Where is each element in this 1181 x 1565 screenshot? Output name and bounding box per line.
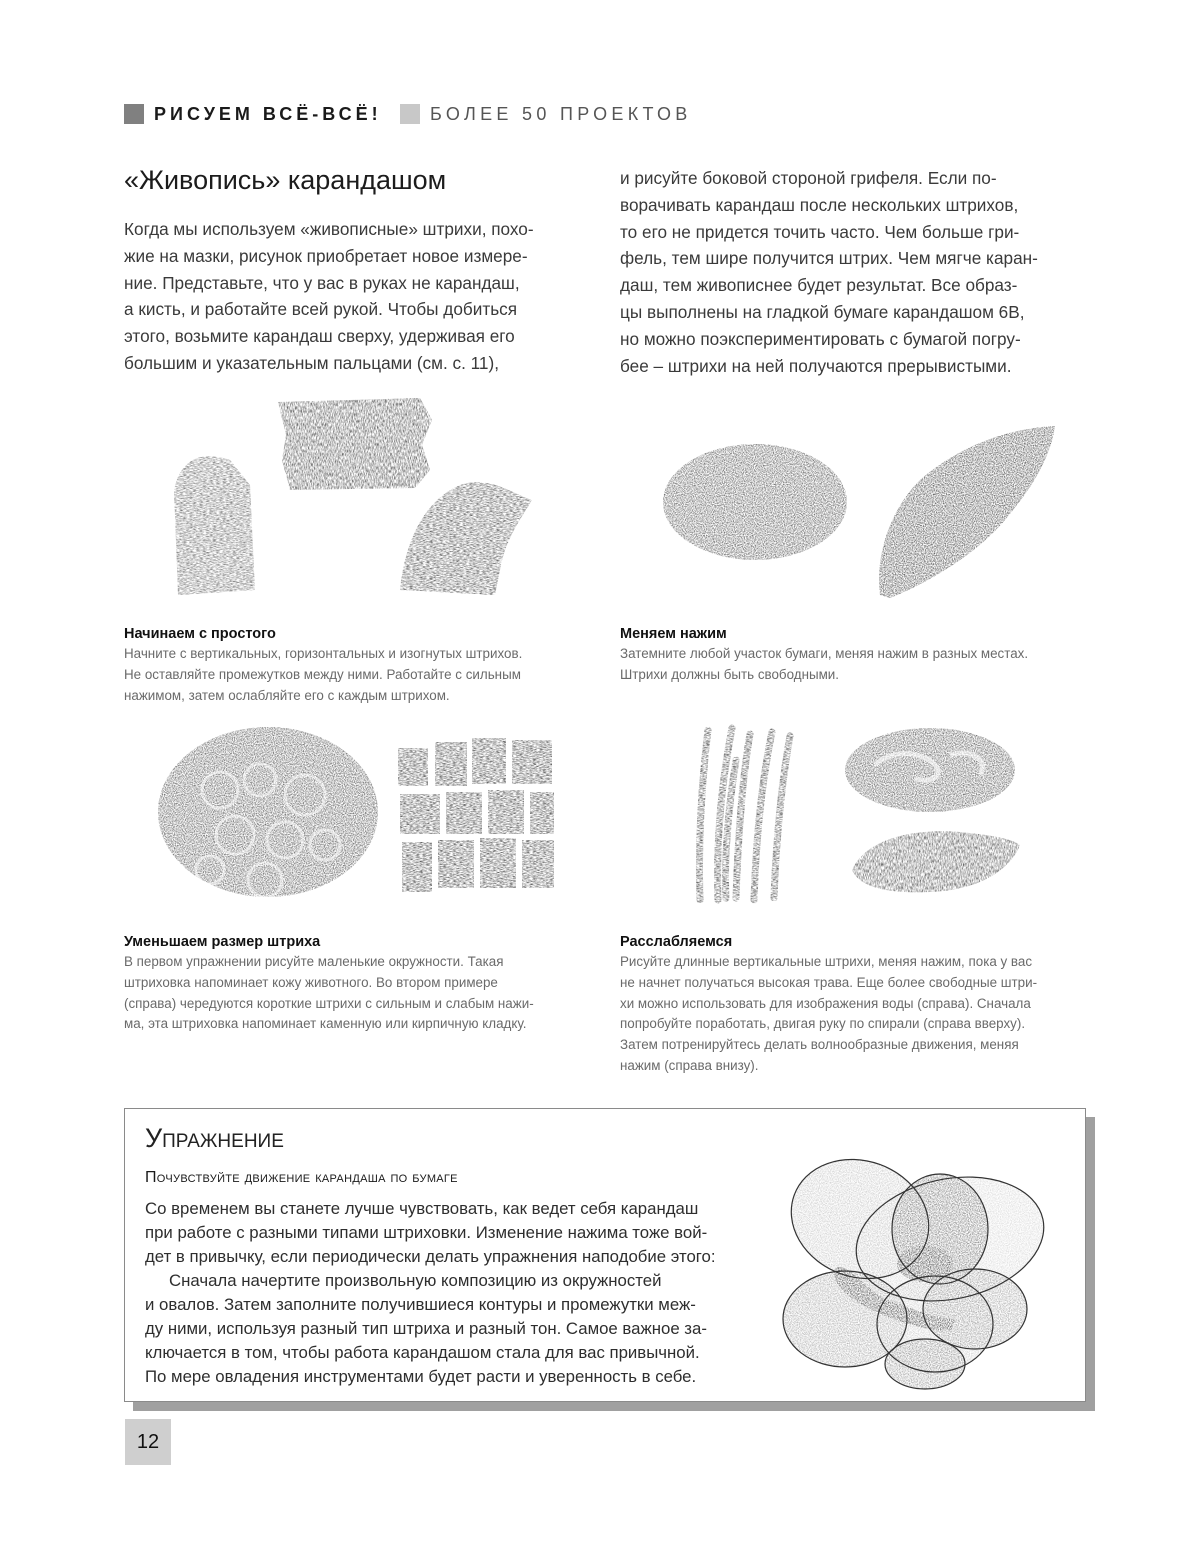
- caption-line: Рисуйте длинные вертикальные штрихи, меняя нажим, пока у вас: [620, 954, 1033, 969]
- caption-pressure: [620, 626, 1086, 686]
- article-line: ворачивать карандаш после нескольких штрихов,: [620, 194, 1019, 215]
- exercise-line: Сначала начертите произвольную композицию из окружностей: [169, 1271, 662, 1290]
- caption-line: ма, эта штриховка напоминает каменную или кирпичную кладку.: [124, 1016, 527, 1032]
- article-col2: [620, 165, 1086, 379]
- exercise-line: Со временем вы станете лучше чувствовать, как ведет себя карандаш: [145, 1199, 699, 1218]
- article-line: а кисть, и работайте всей рукой. Чтобы добиться: [124, 299, 518, 320]
- caption-heading: Расслабляемся: [620, 934, 733, 950]
- caption-line: Начните с вертикальных, горизонтальных и изогнутых штрихов.: [124, 646, 523, 661]
- caption-line: попробуйте поработать, двигая руку по спирали (справа вверху).: [620, 1016, 1026, 1032]
- caption-heading: Начинаем с простого: [124, 626, 276, 642]
- caption-line: В первом упражнении рисуйте маленькие окружности. Такая: [124, 954, 504, 969]
- illustration-pressure: [650, 420, 1080, 600]
- series-title: РИСУЕМ ВСЁ-ВСЁ!: [154, 104, 382, 124]
- article-line: этого, возьмите карандаш сверху, удерживая его: [124, 326, 515, 347]
- caption-line: Затемните любой участок бумаги, меняя нажим в разных местах.: [620, 646, 1029, 661]
- caption-line: нажим (справа внизу).: [620, 1057, 759, 1073]
- page-number: 12: [125, 1419, 171, 1465]
- caption-line: Штрихи должны быть свободными.: [620, 666, 839, 682]
- exercise-line: и овалов. Затем заполните получившиеся контуры и промежутки меж-: [145, 1295, 696, 1314]
- exercise-line: ду ними, используя разный тип штриха и разный тон. Самое важное за-: [145, 1319, 707, 1338]
- caption-relax: [620, 934, 1086, 1077]
- caption-line: штриховка напоминает кожу животного. Во втором примере: [124, 974, 498, 990]
- illustration-ovals: [775, 1149, 1065, 1394]
- exercise-subtitle: Почувствуйте движение карандаша по бумаге: [145, 1169, 458, 1186]
- series-subtitle: БОЛЕЕ 50 ПРОЕКТОВ: [430, 104, 692, 124]
- caption-line: нажимом, затем ослабляйте его с каждым штрихом.: [124, 687, 450, 703]
- caption-simple: [124, 626, 590, 706]
- exercise-line: По мере овладения инструментами будет расти и уверенность в себе.: [145, 1367, 697, 1386]
- caption-small-strokes: [124, 934, 590, 1035]
- header-square-dark: [124, 104, 144, 124]
- caption-heading: Меняем нажим: [620, 626, 727, 642]
- article-line: Когда мы используем «живописные» штрихи, похо-: [124, 219, 534, 239]
- article-col1: [124, 216, 590, 377]
- article-title: «Живопись» карандашом: [124, 165, 447, 195]
- caption-line: хи можно использовать для изображения воды (справа). Сначала: [620, 995, 1031, 1011]
- illustration-relax: [680, 720, 1080, 905]
- exercise-line: при работе с разными типами штриховки. Изменение нажима тоже вой-: [145, 1223, 708, 1242]
- exercise-line: ключается в том, чтобы работа карандашом стала для вас привычной.: [145, 1343, 700, 1362]
- illustration-small-strokes: [150, 720, 590, 910]
- article-line: ние. Представьте, что у вас в руках не карандаш,: [124, 272, 520, 293]
- caption-line: не начнет получаться высокая трава. Еще более свободные штри-: [620, 974, 1038, 990]
- article-line: большим и указательным пальцами (см. с. 11),: [124, 352, 499, 373]
- header-square-light: [400, 104, 420, 124]
- caption-line: Затем потренируйтесь делать волнообразные движения, меняя: [620, 1037, 1019, 1053]
- article-line: жие на мазки, рисунок приобретает новое измере-: [124, 245, 528, 266]
- article-line: фель, тем шире получится штрих. Чем мягче каран-: [620, 248, 1038, 269]
- exercise-box: [124, 1108, 1086, 1402]
- exercise-line: дет в привычку, если периодически делать упражнения наподобие этого:: [145, 1247, 716, 1266]
- article-line: даш, тем живописнее будет результат. Все образ-: [620, 275, 1018, 296]
- article-line: но можно поэкспериментировать с бумагой погру-: [620, 328, 1021, 349]
- article-line: то его не придется точить часто. Чем больше гри-: [620, 221, 1020, 242]
- exercise-title: Упражнение: [145, 1123, 284, 1153]
- article-line: цы выполнены на гладкой бумаге карандашом 6B,: [620, 301, 1025, 322]
- article-line: бее – штрихи на ней получаются прерывистыми.: [620, 355, 1012, 376]
- caption-line: Не оставляйте промежутков между ними. Работайте с сильным: [124, 666, 521, 682]
- exercise-text: [145, 1197, 755, 1389]
- caption-line: (справа) чередуются короткие штрихи с сильным и слабым нажи-: [124, 995, 534, 1011]
- illustration-simple-strokes: [160, 390, 580, 605]
- caption-heading: Уменьшаем размер штриха: [124, 934, 321, 950]
- article-line: и рисуйте боковой стороной грифеля. Если по-: [620, 168, 997, 188]
